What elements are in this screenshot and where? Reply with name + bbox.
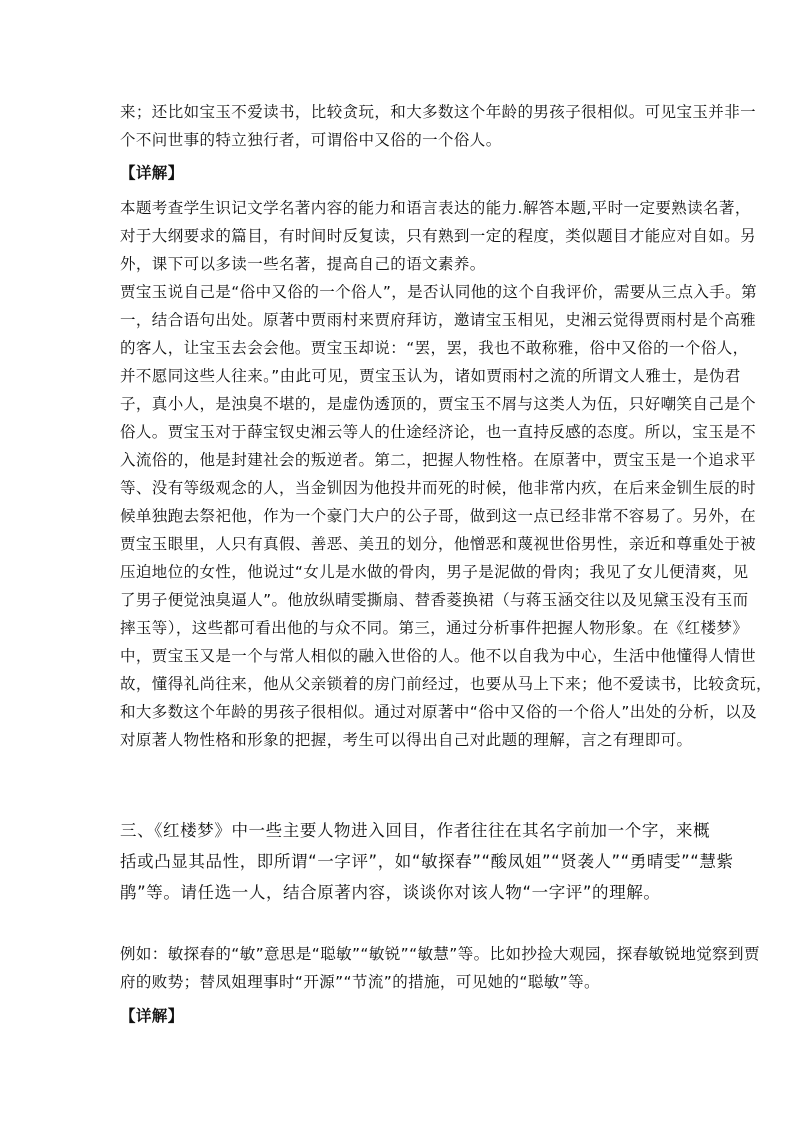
text-line: 摔玉等），这些都可看出他的与众不同。第三，通过分析事件把握人物形象。在《红楼梦》 bbox=[120, 619, 749, 637]
example-answer bbox=[120, 940, 760, 996]
text-line: 和大多数这个年龄的男孩子很相似。通过对原著中“俗中又俗的一个俗人”出处的分析，以及 bbox=[120, 703, 757, 721]
text-line: 个不问世事的特立独行者，可谓俗中又俗的一个俗人。 bbox=[120, 131, 502, 149]
text-line: 中，贾宝玉又是一个与常人相似的融入世俗的人。他不以自我为中心，生活中他懂得人情世 bbox=[120, 647, 757, 665]
text-line: 故，懂得礼尚往来，他从父亲锁着的房门前经过，也要从马上下来；他不爱读书，比较贪玩， bbox=[120, 675, 772, 693]
text-line: 一，结合语句出处。原著中贾雨村来贾府拜访，邀请宝玉相见，史湘云觉得贾雨村是个高雅 bbox=[120, 311, 757, 329]
detail-paragraph bbox=[120, 194, 772, 754]
question-line: 括或凸显其品性，即所谓“一字评”，如“敏探春”“酸凤姐”“贤袭人”“勇晴雯”“慧紫 bbox=[120, 852, 734, 871]
question-3 bbox=[120, 815, 734, 908]
text-line: 来；还比如宝玉不爱读书，比较贪玩，和大多数这个年龄的男孩子很相似。可见宝玉并非一 bbox=[120, 103, 757, 121]
text-line: 俗人。贾宝玉对于薛宝钗史湘云等人的仕途经济论，也一直持反感的态度。所以，宝玉是不 bbox=[120, 423, 757, 441]
text-line: 外，课下可以多读一些名著，提高自己的语文素养。 bbox=[120, 255, 486, 273]
answer-continuation bbox=[120, 98, 757, 154]
section-heading: 【详解】 bbox=[120, 1007, 184, 1025]
text-line: 候单独跑去祭祀他，作为一个豪门大户的公子哥，做到这一点已经非常不容易了。另外，在 bbox=[120, 507, 757, 525]
text-line: 府的败势；替凤姐理事时“开源”“节流”的措施，可见她的“聪敏”等。 bbox=[120, 973, 600, 991]
text-line: 子，真小人，是浊臭不堪的，是虚伪透顶的，贾宝玉不屑与这类人为伍，只好嘲笑自己是个 bbox=[120, 395, 757, 413]
section-heading: 【详解】 bbox=[120, 164, 184, 182]
text-line: 例如：敏探春的“敏”意思是“聪敏”“敏锐”“敏慧”等。比如抄捡大观园，探春敏锐地觉察到贾 bbox=[120, 945, 760, 963]
text-line: 贾宝玉说自己是“俗中又俗的一个俗人”，是否认同他的这个自我评价，需要从三点入手。第 bbox=[120, 283, 757, 301]
text-line: 等、没有等级观念的人，当金钏因为他投井而死的时候，他非常内疚，在后来金钏生辰的时 bbox=[120, 479, 757, 497]
text-line: 入流俗的，他是封建社会的叛逆者。第二，把握人物性格。在原著中，贾宝玉是一个追求平 bbox=[120, 451, 757, 469]
detail-heading-2 bbox=[120, 1002, 676, 1030]
text-line: 本题考查学生识记文学名著内容的能力和语言表达的能力.解答本题,平时一定要熟读名著， bbox=[120, 199, 751, 217]
text-line: 的客人，让宝玉去会会他。贾宝玉却说：“罢，罢，我也不敢称雅，俗中又俗的一个俗人， bbox=[120, 339, 749, 357]
detail-heading bbox=[120, 159, 676, 187]
text-line: 对原著人物性格和形象的把握，考生可以得出自己对此题的理解，言之有理即可。 bbox=[120, 731, 693, 749]
text-line: 并不愿同这些人往来。”由此可见，贾宝玉认为，诸如贾雨村之流的所谓文人雅士，是伪君 bbox=[120, 367, 741, 385]
question-line: 鹃”等。请任选一人，结合原著内容，谈谈你对该人物“一字评”的理解。 bbox=[120, 883, 661, 902]
text-line: 了男子便觉浊臭逼人”。他放纵晴雯撕扇、替香菱换裙（与蒋玉涵交往以及见黛玉没有玉而 bbox=[120, 591, 749, 609]
text-line: 对于大纲要求的篇目，有时间时反复读，只有熟到一定的程度，类似题目才能应对自如。另 bbox=[120, 227, 757, 245]
text-line: 贾宝玉眼里，人只有真假、善恶、美丑的划分，他憎恶和蔑视世俗男性，亲近和尊重处于被 bbox=[120, 535, 757, 553]
text-line: 压迫地位的女性，他说过“女儿是水做的骨肉，男子是泥做的骨肉；我见了女儿便清爽，见 bbox=[120, 563, 749, 581]
question-line: 三、《红楼梦》中一些主要人物进入回目，作者往往在其名字前加一个字，来概 bbox=[120, 821, 711, 840]
